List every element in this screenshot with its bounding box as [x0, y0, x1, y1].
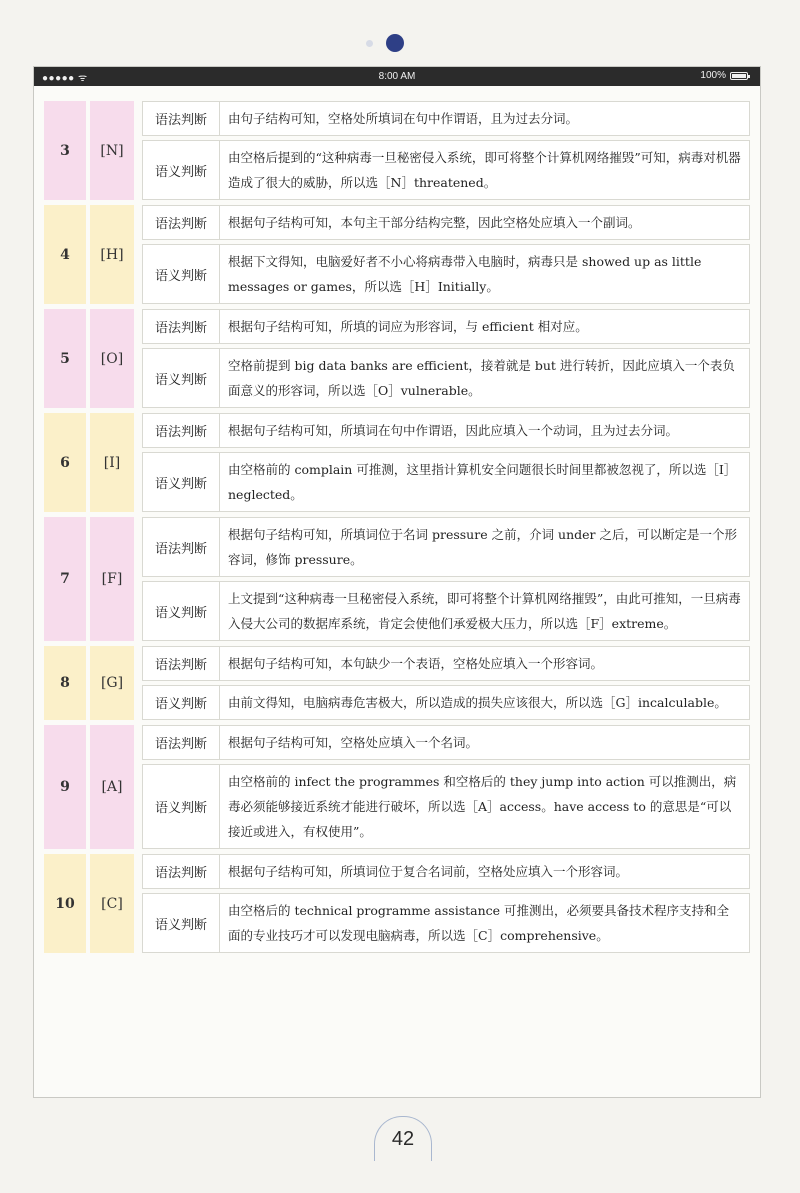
grammar-row	[142, 205, 750, 240]
analysis-rows	[142, 101, 750, 200]
grammar-row	[142, 101, 750, 136]
semantic-text: 根据下文得知，电脑爱好者不小心将病毒带入电脑时，病毒只是 showed up as little messages or games，所以选［H］Initially。	[228, 254, 702, 294]
semantic-row	[142, 244, 750, 304]
question-group	[44, 646, 750, 720]
semantic-row	[142, 685, 750, 720]
answer-letter: [H]	[90, 205, 134, 304]
sensor-dot	[366, 40, 373, 47]
question-number: 9	[44, 725, 86, 849]
grammar-row	[142, 854, 750, 889]
grammar-label: 语法判断	[143, 518, 220, 576]
battery-percent: 100%	[700, 70, 726, 81]
answer-letter: [F]	[90, 517, 134, 641]
semantic-label: 语义判断	[143, 453, 220, 511]
semantic-text: 由空格后的 technical programme assistance 可推测出，必须要具备技术程序支持和全面的专业技巧才可以发现电脑病毒，所以选［C］comprehensive。	[228, 903, 730, 943]
signal-wifi-icon: ●●●●● ᯤ	[42, 73, 88, 84]
semantic-text: 空格前提到 big data banks are efficient，接着就是 but 进行转折，因此应填入一个表负面意义的形容词，所以选［O］vulnerable。	[228, 358, 735, 398]
grammar-text: 根据句子结构可知，空格处应填入一个名词。	[228, 735, 479, 750]
semantic-row	[142, 764, 750, 849]
analysis-rows	[142, 205, 750, 304]
question-group	[44, 205, 750, 304]
answer-analysis-table	[44, 101, 750, 958]
battery-status	[700, 70, 748, 81]
grammar-row	[142, 309, 750, 344]
grammar-label: 语法判断	[143, 206, 220, 239]
semantic-label: 语义判断	[143, 245, 220, 303]
analysis-rows	[142, 854, 750, 953]
grammar-label: 语法判断	[143, 726, 220, 759]
tablet-screen	[33, 66, 761, 1098]
grammar-label: 语法判断	[143, 310, 220, 343]
question-number: 5	[44, 309, 86, 408]
answer-letter: [A]	[90, 725, 134, 849]
question-number: 6	[44, 413, 86, 512]
page-number: 42	[374, 1116, 432, 1161]
semantic-text: 由空格后提到的“这种病毒一旦秘密侵入系统，即可将整个计算机网络摧毁”可知，病毒对机器造成了很大的威胁，所以选［N］threatened。	[228, 150, 741, 190]
answer-letter: [C]	[90, 854, 134, 953]
semantic-label: 语义判断	[143, 894, 220, 952]
analysis-rows	[142, 413, 750, 512]
question-group	[44, 854, 750, 953]
status-bar	[34, 67, 760, 86]
answer-letter: [I]	[90, 413, 134, 512]
semantic-row	[142, 348, 750, 408]
grammar-row	[142, 413, 750, 448]
semantic-label: 语义判断	[143, 686, 220, 719]
grammar-label: 语法判断	[143, 647, 220, 680]
semantic-row	[142, 581, 750, 641]
question-number: 8	[44, 646, 86, 720]
question-group	[44, 101, 750, 200]
question-number: 7	[44, 517, 86, 641]
camera-dots	[366, 34, 406, 54]
semantic-label: 语义判断	[143, 765, 220, 848]
question-number: 3	[44, 101, 86, 200]
grammar-row	[142, 517, 750, 577]
grammar-row	[142, 646, 750, 681]
semantic-row	[142, 452, 750, 512]
status-time: 8:00 AM	[378, 71, 416, 82]
grammar-text: 根据句子结构可知，所填词位于名词 pressure 之前，介词 under 之后，可以断定是一个形容词，修饰 pressure。	[228, 527, 737, 567]
camera-lens-icon	[386, 34, 404, 52]
semantic-row	[142, 140, 750, 200]
analysis-rows	[142, 646, 750, 720]
answer-letter: [O]	[90, 309, 134, 408]
battery-icon	[730, 72, 748, 80]
question-group	[44, 413, 750, 512]
semantic-row	[142, 893, 750, 953]
semantic-text: 由空格前的 complain 可推测，这里指计算机安全问题很长时间里都被忽视了，所以选［I］neglected。	[228, 462, 737, 502]
grammar-row	[142, 725, 750, 760]
question-group	[44, 309, 750, 408]
grammar-label: 语法判断	[143, 102, 220, 135]
question-group	[44, 725, 750, 849]
analysis-rows	[142, 309, 750, 408]
grammar-text: 根据句子结构可知，所填词位于复合名词前，空格处应填入一个形容词。	[228, 864, 629, 879]
question-group	[44, 517, 750, 641]
grammar-text: 根据句子结构可知，本句缺少一个表语，空格处应填入一个形容词。	[228, 656, 604, 671]
grammar-text: 根据句子结构可知，本句主干部分结构完整，因此空格处应填入一个副词。	[228, 215, 641, 230]
semantic-text: 由空格前的 infect the programmes 和空格后的 they jump into action 可以推测出，病毒必须能够接近系统才能进行破坏，所以选［A］access。have access to 的意思是“可以接近或进入，有权使用”。	[228, 774, 737, 839]
analysis-rows	[142, 725, 750, 849]
grammar-text: 由句子结构可知，空格处所填词在句中作谓语，且为过去分词。	[228, 111, 579, 126]
grammar-text: 根据句子结构可知，所填的词应为形容词，与 efficient 相对应。	[228, 319, 588, 334]
grammar-label: 语法判断	[143, 414, 220, 447]
question-number: 4	[44, 205, 86, 304]
semantic-text: 由前文得知，电脑病毒危害极大，所以造成的损失应该很大，所以选［G］incalculable。	[228, 695, 727, 710]
grammar-label: 语法判断	[143, 855, 220, 888]
answer-letter: [N]	[90, 101, 134, 200]
semantic-text: 上文提到“这种病毒一旦秘密侵入系统，即可将整个计算机网络摧毁”，由此可推知，一旦病毒入侵大公司的数据库系统，肯定会使他们承爱极大压力，所以选［F］extreme。	[228, 591, 741, 631]
answer-letter: [G]	[90, 646, 134, 720]
question-number: 10	[44, 854, 86, 953]
analysis-rows	[142, 517, 750, 641]
semantic-label: 语义判断	[143, 349, 220, 407]
semantic-label: 语义判断	[143, 141, 220, 199]
semantic-label: 语义判断	[143, 582, 220, 640]
grammar-text: 根据句子结构可知，所填词在句中作谓语，因此应填入一个动词，且为过去分词。	[228, 423, 679, 438]
